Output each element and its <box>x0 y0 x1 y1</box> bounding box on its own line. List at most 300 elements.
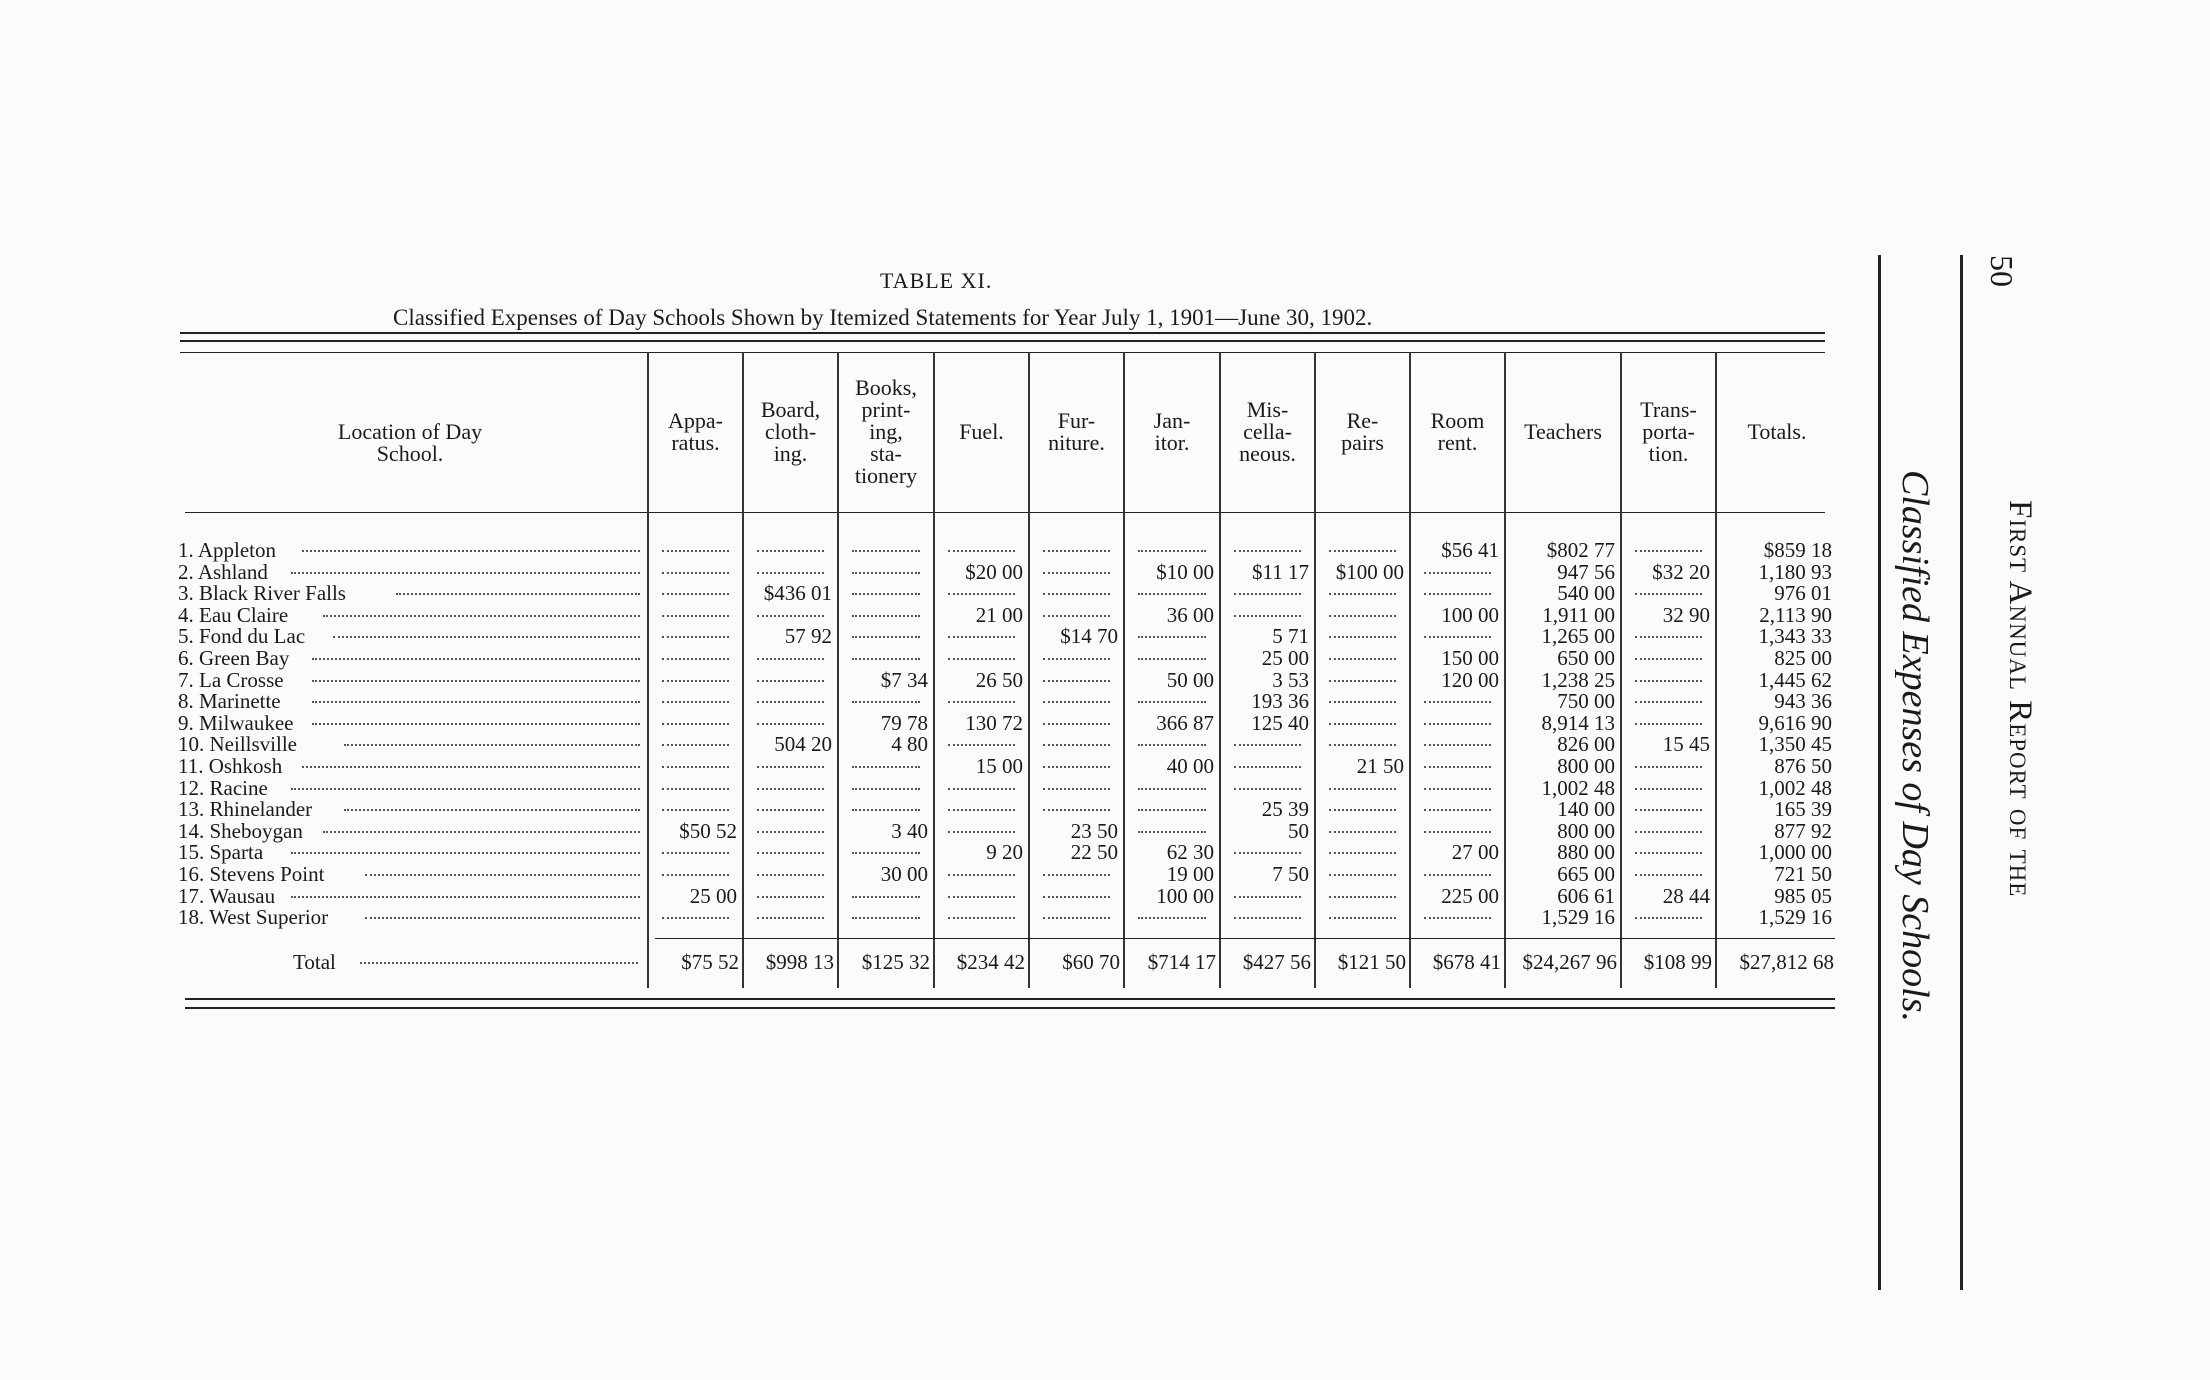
empty-cell-dots <box>1635 680 1702 682</box>
empty-cell-dots <box>757 658 824 660</box>
row-cell: 5 71 <box>1272 624 1309 649</box>
empty-cell-dots <box>948 831 1015 833</box>
empty-cell-dots <box>662 636 729 638</box>
empty-cell-dots <box>1424 809 1491 811</box>
row-cell: 876 50 <box>1774 754 1832 778</box>
row-cell: 3 40 <box>891 818 928 843</box>
column-divider <box>1314 352 1316 988</box>
row-cell: 665 00 <box>1557 862 1615 886</box>
row-location: 16. Stevens Point <box>178 862 325 886</box>
header-line: tionery <box>854 463 918 488</box>
row-cell: 19 00 <box>1166 862 1214 886</box>
empty-cell-dots <box>1043 874 1110 876</box>
empty-cell-dots <box>662 809 729 811</box>
table-row <box>0 907 1840 928</box>
running-title: First Annual Report of the <box>2002 500 2038 898</box>
empty-cell-dots <box>1424 917 1491 919</box>
column-divider <box>837 352 839 988</box>
empty-cell-dots <box>852 852 920 854</box>
row-cell: $50 52 <box>679 818 737 843</box>
empty-cell-dots <box>662 680 729 682</box>
row-cell: 504 20 <box>774 732 832 757</box>
row-cell: 225 00 <box>1441 883 1499 908</box>
empty-cell-dots <box>662 766 729 768</box>
row-cell: 7 50 <box>1272 862 1309 886</box>
empty-cell-dots <box>1424 766 1491 768</box>
table-row <box>0 842 1840 863</box>
empty-cell-dots <box>1329 809 1396 811</box>
empty-cell-dots <box>1234 917 1301 919</box>
header-line: Location of Day School. <box>337 419 483 466</box>
header-line: itor. <box>1154 430 1190 455</box>
row-location: 13. Rhinelander <box>178 797 313 822</box>
empty-cell-dots <box>1043 744 1110 746</box>
row-cell: 826 00 <box>1557 732 1615 757</box>
empty-cell-dots <box>662 615 729 617</box>
empty-cell-dots <box>1329 831 1396 833</box>
top-rule-3 <box>180 352 1825 353</box>
empty-cell-dots <box>1138 917 1206 919</box>
row-location: 14. Sheboygan <box>178 818 303 843</box>
empty-cell-dots <box>1424 636 1491 638</box>
empty-cell-dots <box>1138 658 1206 660</box>
empty-cell-dots <box>1043 593 1110 595</box>
column-divider <box>647 352 649 988</box>
leader-dots <box>360 962 638 964</box>
empty-cell-dots <box>1424 744 1491 746</box>
empty-cell-dots <box>852 766 920 768</box>
table-row <box>0 648 1840 669</box>
empty-cell-dots <box>1329 896 1396 898</box>
empty-cell-dots <box>757 723 824 725</box>
empty-cell-dots <box>1635 852 1702 854</box>
row-cell: 985 05 <box>1774 883 1832 908</box>
leader-dots <box>312 680 640 682</box>
header-line: Fur- <box>1057 408 1096 433</box>
row-cell: 32 90 <box>1662 602 1710 627</box>
empty-cell-dots <box>852 550 920 552</box>
row-cell: 62 30 <box>1166 840 1214 865</box>
empty-cell-dots <box>852 615 920 617</box>
empty-cell-dots <box>948 788 1015 790</box>
empty-cell-dots <box>852 658 920 660</box>
header-line: ing. <box>773 441 808 466</box>
empty-cell-dots <box>1043 766 1110 768</box>
leader-dots <box>365 917 641 919</box>
table-row <box>0 626 1840 647</box>
row-cell: 30 00 <box>880 862 928 886</box>
row-cell: 21 00 <box>975 602 1023 627</box>
empty-cell-dots <box>1138 701 1206 703</box>
empty-cell-dots <box>757 831 824 833</box>
leader-dots <box>291 852 640 854</box>
total-cell: $121 50 <box>1337 950 1406 974</box>
header-line: Totals. <box>1747 419 1807 444</box>
leader-dots <box>344 744 641 746</box>
row-cell: 1,343 33 <box>1758 624 1832 649</box>
row-cell: $11 17 <box>1252 559 1309 584</box>
row-cell: 976 01 <box>1774 581 1832 606</box>
empty-cell-dots <box>1234 852 1301 854</box>
row-cell: 1,445 62 <box>1758 667 1832 692</box>
row-cell: 650 00 <box>1557 646 1615 670</box>
bottom-rule-2 <box>185 1007 1835 1009</box>
empty-cell-dots <box>852 636 920 638</box>
row-cell: 1,002 48 <box>1758 775 1832 800</box>
empty-cell-dots <box>1424 831 1491 833</box>
empty-cell-dots <box>1635 550 1702 552</box>
leader-dots <box>312 701 640 703</box>
empty-cell-dots <box>1329 744 1396 746</box>
table-row <box>0 691 1840 712</box>
empty-cell-dots <box>1329 852 1396 854</box>
row-cell: 1,529 16 <box>1541 905 1615 930</box>
leader-dots <box>344 809 641 811</box>
total-cell: $998 13 <box>765 950 834 974</box>
total-label: Total <box>293 950 336 974</box>
row-cell: $7 34 <box>880 667 928 692</box>
row-location: 12. Racine <box>178 775 268 800</box>
empty-cell-dots <box>1043 809 1110 811</box>
empty-cell-dots <box>662 852 729 854</box>
row-cell: 40 00 <box>1166 754 1214 778</box>
empty-cell-dots <box>662 593 729 595</box>
total-cell: $27,812 68 <box>1739 950 1834 974</box>
empty-cell-dots <box>1043 572 1110 574</box>
row-location: 7. La Crosse <box>178 667 284 692</box>
leader-dots <box>291 896 640 898</box>
row-cell: 947 56 <box>1557 559 1615 584</box>
empty-cell-dots <box>1329 550 1396 552</box>
row-cell: 9 20 <box>986 840 1023 865</box>
empty-cell-dots <box>852 896 920 898</box>
section-rule-right <box>1960 255 1963 1290</box>
row-cell: $100 00 <box>1335 559 1404 584</box>
top-rule-1 <box>180 332 1825 334</box>
header-line: sta- <box>870 441 902 466</box>
header-line: Books, <box>855 375 917 400</box>
empty-cell-dots <box>852 701 920 703</box>
empty-cell-dots <box>852 572 920 574</box>
row-cell: 943 36 <box>1774 689 1832 714</box>
empty-cell-dots <box>1138 744 1206 746</box>
empty-cell-dots <box>1234 788 1301 790</box>
total-cell: $125 32 <box>861 950 930 974</box>
row-cell: 50 00 <box>1166 667 1214 692</box>
row-location: 11. Oshkosh <box>178 754 283 778</box>
empty-cell-dots <box>1043 658 1110 660</box>
row-location: 2. Ashland <box>178 559 268 584</box>
empty-cell-dots <box>1043 788 1110 790</box>
empty-cell-dots <box>1329 680 1396 682</box>
column-divider <box>1409 352 1411 988</box>
row-location: 18. West Superior <box>178 905 329 930</box>
row-cell: 606 61 <box>1557 883 1615 908</box>
empty-cell-dots <box>948 658 1015 660</box>
leader-dots <box>323 615 641 617</box>
row-location: 10. Neillsville <box>178 732 297 757</box>
table-row <box>0 602 1840 627</box>
empty-cell-dots <box>1138 788 1206 790</box>
table-caption: Classified Expenses of Day Schools Shown by Itemized Statements for Year July 1, 1901—June 30, 1902. <box>393 305 1373 330</box>
empty-cell-dots <box>662 788 729 790</box>
row-location: 15. Sparta <box>178 840 264 865</box>
section-title: Classified Expenses of Day Schools. <box>1894 470 1936 1022</box>
empty-cell-dots <box>1635 723 1702 725</box>
row-cell: 140 00 <box>1557 797 1615 822</box>
empty-cell-dots <box>757 809 824 811</box>
total-cell: $60 70 <box>1062 950 1120 974</box>
empty-cell-dots <box>1424 874 1491 876</box>
header-line: Board, <box>760 397 821 422</box>
row-cell: 150 00 <box>1441 646 1499 670</box>
bottom-rule-1 <box>185 998 1835 1000</box>
row-cell: 2,113 90 <box>1759 602 1832 627</box>
header-location <box>330 421 490 465</box>
empty-cell-dots <box>1635 917 1702 919</box>
total-cell: $24,267 96 <box>1522 950 1617 974</box>
table-row <box>0 734 1840 755</box>
empty-cell-dots <box>1424 593 1491 595</box>
empty-cell-dots <box>757 550 824 552</box>
empty-cell-dots <box>852 788 920 790</box>
row-cell: 540 00 <box>1557 581 1615 606</box>
header-line: Jan- <box>1153 408 1191 433</box>
empty-cell-dots <box>1043 723 1110 725</box>
row-cell: 23 50 <box>1070 818 1118 843</box>
table-row <box>0 667 1840 692</box>
empty-cell-dots <box>757 788 824 790</box>
header-line: ing, <box>869 419 903 444</box>
leader-dots <box>323 831 641 833</box>
row-cell: 880 00 <box>1557 840 1615 865</box>
header-bottom-rule <box>185 512 1825 513</box>
empty-cell-dots <box>1635 809 1702 811</box>
table-row <box>0 710 1840 735</box>
top-rule-2 <box>180 340 1825 342</box>
empty-cell-dots <box>1043 615 1110 617</box>
empty-cell-dots <box>948 550 1015 552</box>
empty-cell-dots <box>1138 550 1206 552</box>
empty-cell-dots <box>1635 593 1702 595</box>
total-rule <box>655 938 1835 939</box>
header-line: tion. <box>1648 441 1689 466</box>
empty-cell-dots <box>948 917 1015 919</box>
header-line: print- <box>861 397 911 422</box>
row-cell: 1,238 25 <box>1541 667 1615 692</box>
empty-cell-dots <box>852 917 920 919</box>
row-cell: 3 53 <box>1272 667 1309 692</box>
empty-cell-dots <box>1329 701 1396 703</box>
empty-cell-dots <box>1234 766 1301 768</box>
table-row <box>0 864 1840 885</box>
table-row <box>0 818 1840 843</box>
empty-cell-dots <box>757 917 824 919</box>
table-row <box>0 583 1840 604</box>
row-cell: $56 41 <box>1441 538 1499 562</box>
row-cell: 25 00 <box>1261 646 1309 670</box>
row-cell: 825 00 <box>1774 646 1832 670</box>
empty-cell-dots <box>662 550 729 552</box>
row-cell: 28 44 <box>1662 883 1710 908</box>
total-cell: $108 99 <box>1643 950 1712 974</box>
column-divider <box>1715 352 1717 988</box>
empty-cell-dots <box>662 874 729 876</box>
row-cell: $859 18 <box>1763 538 1832 562</box>
total-cell: $75 52 <box>681 950 739 974</box>
row-cell: 800 00 <box>1557 818 1615 843</box>
total-cell: $678 41 <box>1432 950 1501 974</box>
empty-cell-dots <box>1635 874 1702 876</box>
empty-cell-dots <box>662 572 729 574</box>
row-cell: 1,529 16 <box>1758 905 1832 930</box>
empty-cell-dots <box>1043 896 1110 898</box>
row-location: 5. Fond du Lac <box>178 624 306 649</box>
page-number: 50 <box>1984 255 2020 287</box>
column-divider <box>1504 352 1506 988</box>
empty-cell-dots <box>1234 615 1301 617</box>
empty-cell-dots <box>1424 723 1491 725</box>
header-line: neous. <box>1239 441 1296 466</box>
row-cell: 15 00 <box>975 754 1023 778</box>
leader-dots <box>333 636 640 638</box>
row-cell: 4 80 <box>891 732 928 757</box>
empty-cell-dots <box>852 809 920 811</box>
empty-cell-dots <box>1329 636 1396 638</box>
empty-cell-dots <box>1043 917 1110 919</box>
row-cell: 1,265 00 <box>1541 624 1615 649</box>
header-line: porta- <box>1642 419 1695 444</box>
empty-cell-dots <box>1329 874 1396 876</box>
empty-cell-dots <box>1138 831 1206 833</box>
row-cell: $802 77 <box>1546 538 1615 562</box>
column-divider <box>933 352 935 988</box>
empty-cell-dots <box>1424 572 1491 574</box>
header-line: Fuel. <box>959 419 1004 444</box>
row-cell: 8,914 13 <box>1541 710 1615 735</box>
empty-cell-dots <box>662 701 729 703</box>
empty-cell-dots <box>1043 701 1110 703</box>
row-location: 6. Green Bay <box>178 646 290 670</box>
leader-dots <box>302 550 641 552</box>
empty-cell-dots <box>1329 917 1396 919</box>
row-cell: 25 00 <box>689 883 737 908</box>
leader-dots <box>312 658 640 660</box>
column-divider <box>742 352 744 988</box>
row-location: 8. Marinette <box>178 689 281 714</box>
row-cell: 9,616 90 <box>1758 710 1832 735</box>
leader-dots <box>302 766 641 768</box>
empty-cell-dots <box>1234 593 1301 595</box>
row-cell: $436 01 <box>763 581 832 606</box>
header-line: pairs <box>1341 430 1384 455</box>
row-cell: 1,180 93 <box>1758 559 1832 584</box>
row-cell: 36 00 <box>1166 602 1214 627</box>
empty-cell-dots <box>948 701 1015 703</box>
header-line: Re- <box>1346 408 1379 433</box>
empty-cell-dots <box>1329 788 1396 790</box>
table-row <box>0 559 1840 584</box>
empty-cell-dots <box>757 896 824 898</box>
row-cell: 26 50 <box>975 667 1023 692</box>
header-line: Mis- <box>1246 397 1289 422</box>
empty-cell-dots <box>1329 593 1396 595</box>
row-cell: 1,002 48 <box>1541 775 1615 800</box>
header-line: cella- <box>1243 419 1292 444</box>
empty-cell-dots <box>1635 831 1702 833</box>
empty-cell-dots <box>1635 788 1702 790</box>
empty-cell-dots <box>948 874 1015 876</box>
empty-cell-dots <box>1043 680 1110 682</box>
row-cell: 165 39 <box>1774 797 1832 822</box>
row-cell: 100 00 <box>1156 883 1214 908</box>
leader-dots <box>312 723 640 725</box>
header-line: Trans- <box>1640 397 1697 422</box>
row-cell: 57 92 <box>784 624 832 649</box>
row-cell: 79 78 <box>880 710 928 735</box>
header-line: rent. <box>1437 430 1478 455</box>
empty-cell-dots <box>662 723 729 725</box>
empty-cell-dots <box>757 615 824 617</box>
empty-cell-dots <box>1635 658 1702 660</box>
empty-cell-dots <box>757 852 824 854</box>
empty-cell-dots <box>948 593 1015 595</box>
row-cell: 15 45 <box>1662 732 1710 757</box>
row-cell: 22 50 <box>1070 840 1118 865</box>
empty-cell-dots <box>1329 658 1396 660</box>
empty-cell-dots <box>1329 723 1396 725</box>
leader-dots <box>396 593 640 595</box>
row-cell: 130 72 <box>965 710 1023 735</box>
empty-cell-dots <box>1138 809 1206 811</box>
empty-cell-dots <box>662 744 729 746</box>
empty-cell-dots <box>1234 744 1301 746</box>
empty-cell-dots <box>852 593 920 595</box>
table-row <box>0 540 1840 561</box>
row-cell: 721 50 <box>1774 862 1832 886</box>
row-cell: 366 87 <box>1156 710 1214 735</box>
row-cell: $32 20 <box>1652 559 1710 584</box>
row-cell: 1,911 00 <box>1542 602 1615 627</box>
row-cell: 50 <box>1288 818 1309 843</box>
empty-cell-dots <box>1138 593 1206 595</box>
empty-cell-dots <box>1329 615 1396 617</box>
header-line: cloth- <box>764 419 817 444</box>
empty-cell-dots <box>1635 766 1702 768</box>
empty-cell-dots <box>757 701 824 703</box>
row-cell: 21 50 <box>1356 754 1404 778</box>
empty-cell-dots <box>1138 636 1206 638</box>
empty-cell-dots <box>948 744 1015 746</box>
empty-cell-dots <box>662 658 729 660</box>
column-divider <box>1028 352 1030 988</box>
row-cell: 27 00 <box>1451 840 1499 865</box>
section-rule-left <box>1878 255 1881 1290</box>
header-line: Appa- <box>668 408 723 433</box>
empty-cell-dots <box>757 766 824 768</box>
leader-dots <box>291 572 640 574</box>
row-cell: 120 00 <box>1441 667 1499 692</box>
empty-cell-dots <box>1043 550 1110 552</box>
row-cell: $10 00 <box>1156 559 1214 584</box>
column-divider <box>1123 352 1125 988</box>
row-cell: 100 00 <box>1441 602 1499 627</box>
total-cell: $714 17 <box>1147 950 1216 974</box>
row-cell: 193 36 <box>1251 689 1309 714</box>
row-cell: 125 40 <box>1251 710 1309 735</box>
empty-cell-dots <box>948 809 1015 811</box>
header-line: ratus. <box>671 430 720 455</box>
